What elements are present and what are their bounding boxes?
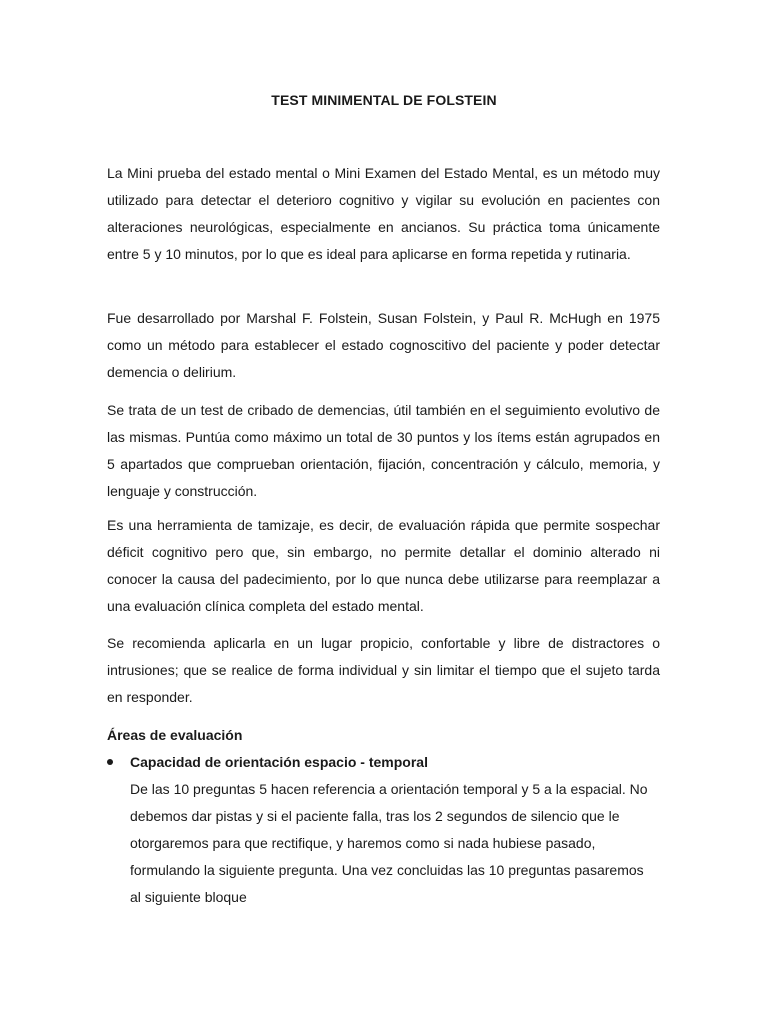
paragraph-screening: Se trata de un test de cribado de demencias, útil también en el seguimiento evolutivo de las mismas. Puntúa como máximo un total de 30 puntos y los ítems están agrupados en 5 apartados que comprueban orientación, fijación, concentración y cálculo, memoria, y lenguaje y construcción. <box>107 402 660 499</box>
bullet-dot-icon <box>107 759 113 765</box>
bullet-text: De las 10 preguntas 5 hacen referencia a orientación temporal y 5 a la espacial. No debemos dar pistas y si el paciente falla, tras los 2 segundos de silencio que le otorgaremos para que rectifique, y haremos como si nada hubiese pasado, formulando la siguiente pregunta. Una vez concluidas las 10 preguntas pasaremos al siguiente bloque <box>130 781 648 905</box>
bullet-title: Capacidad de orientación espacio - temporal <box>130 754 428 770</box>
paragraph-intro: La Mini prueba del estado mental o Mini Examen del Estado Mental, es un método muy utilizado para detectar el deterioro cognitivo y vigilar su evolución en pacientes con alteraciones neurológicas, especialmente en ancianos. Su práctica toma únicamente entre 5 y 10 minutos, por lo que es ideal para aplicarse en forma repetida y rutinaria. <box>107 165 660 262</box>
section-heading: Áreas de evaluación <box>107 727 243 743</box>
paragraph-recommendation: Se recomienda aplicarla en un lugar propicio, confortable y libre de distractores o intrusiones; que se realice de forma individual y sin limitar el tiempo que el sujeto tarda en responder. <box>107 635 660 705</box>
evaluation-areas-list <box>107 752 660 911</box>
document-title: TEST MINIMENTAL DE FOLSTEIN <box>271 92 497 108</box>
paragraph-authors: Fue desarrollado por Marshal F. Folstein, Susan Folstein, y Paul R. McHugh en 1975 como un método para establecer el estado cognoscitivo del paciente y poder detectar demencia o delirium. <box>107 310 660 380</box>
paragraph-tool: Es una herramienta de tamizaje, es decir, de evaluación rápida que permite sospechar déficit cognitivo pero que, sin embargo, no permite detallar el dominio alterado ni conocer la causa del padecimiento, por lo que nunca debe utilizarse para reemplazar a una evaluación clínica completa del estado mental. <box>107 517 660 614</box>
list-item <box>107 752 660 911</box>
